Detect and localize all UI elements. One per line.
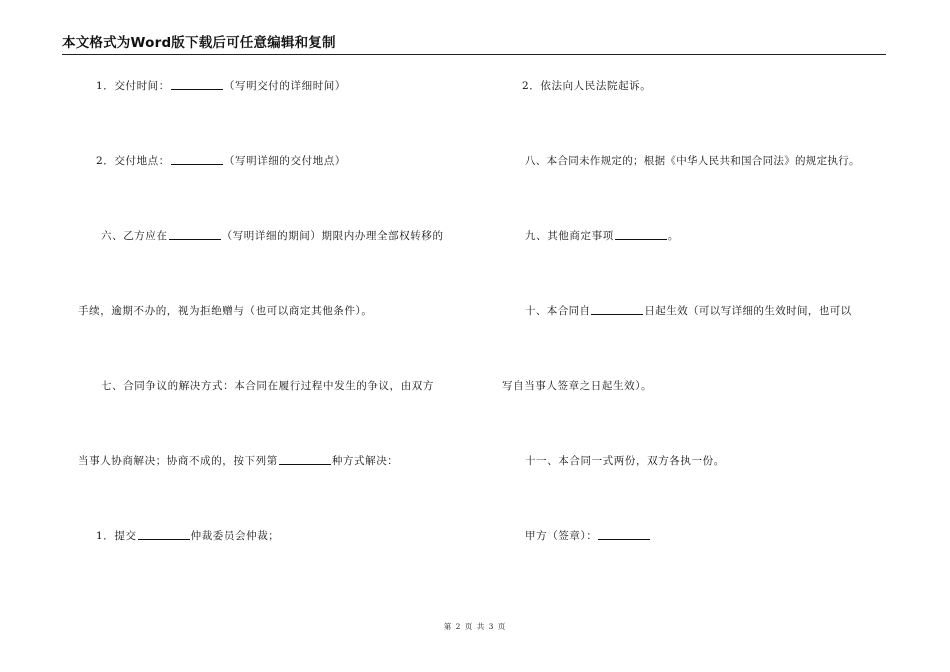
right-line-4-suffix: 日起生效（可以写详细的生效时间，也可以 <box>644 305 852 317</box>
right-line-1-text: 2．依法向人民法院起诉。 <box>522 80 652 92</box>
left-line-2-prefix: 2．交付地点： <box>96 155 170 167</box>
left-line-6 <box>78 454 398 468</box>
left-line-6-suffix: 种方式解决： <box>331 455 399 467</box>
right-line-3 <box>525 229 679 243</box>
left-line-3 <box>101 229 444 243</box>
left-line-4-text: 手续，逾期不办的，视为拒绝赠与（也可以商定其他条件）。 <box>78 305 373 317</box>
left-line-2 <box>96 154 346 168</box>
right-line-7-prefix: 甲方（签章）： <box>525 530 598 542</box>
page-header <box>62 34 886 55</box>
left-line-5 <box>101 379 434 393</box>
left-line-1 <box>96 79 346 93</box>
right-line-7 <box>525 529 651 543</box>
right-line-2-text: 八、本合同未作规定的；根据《中华人民共和国合同法》的规定执行。 <box>525 155 860 167</box>
right-line-6 <box>525 454 725 468</box>
left-line-6-prefix: 当事人协商解决；协商不成的，按下列第 <box>78 455 278 467</box>
right-line-4-prefix: 十、本合同自 <box>525 305 591 317</box>
blank-field <box>615 229 667 240</box>
left-line-1-prefix: 1．交付时间： <box>96 80 170 92</box>
left-line-7-prefix: 1．提交 <box>96 530 137 542</box>
right-line-3-suffix: 。 <box>667 230 679 242</box>
left-line-7-suffix: 仲裁委员会仲裁； <box>190 530 280 542</box>
left-line-3-prefix: 六、乙方应在 <box>101 230 168 242</box>
left-line-7 <box>96 529 279 543</box>
right-line-5 <box>502 379 652 393</box>
blank-field <box>279 454 331 465</box>
right-line-2 <box>525 154 860 168</box>
left-line-2-suffix: （写明详细的交付地点） <box>223 155 346 167</box>
page-number-footer: 第 2 页 共 3 页 <box>443 622 507 631</box>
right-line-3-prefix: 九、其他商定事项 <box>525 230 614 242</box>
header-title: 本文格式为Word版下载后可任意编辑和复制 <box>62 35 336 51</box>
left-line-3-suffix: （写明详细的期间）期限内办理全部权转移的 <box>221 230 444 242</box>
left-line-4 <box>78 304 372 318</box>
signature-blank-field <box>598 529 650 540</box>
blank-field <box>138 529 190 540</box>
blank-field <box>169 229 221 240</box>
right-line-6-text: 十一、本合同一式两份，双方各执一份。 <box>525 455 725 467</box>
left-line-1-suffix: （写明交付的详细时间） <box>223 80 346 92</box>
blank-field <box>171 154 223 165</box>
right-line-4 <box>525 304 852 318</box>
blank-field <box>591 304 643 315</box>
blank-field <box>171 79 223 90</box>
left-line-5-text: 七、合同争议的解决方式：本合同在履行过程中发生的争议，由双方 <box>101 380 434 392</box>
right-line-5-text: 写自当事人签章之日起生效）。 <box>502 380 653 392</box>
right-line-1 <box>522 79 651 93</box>
